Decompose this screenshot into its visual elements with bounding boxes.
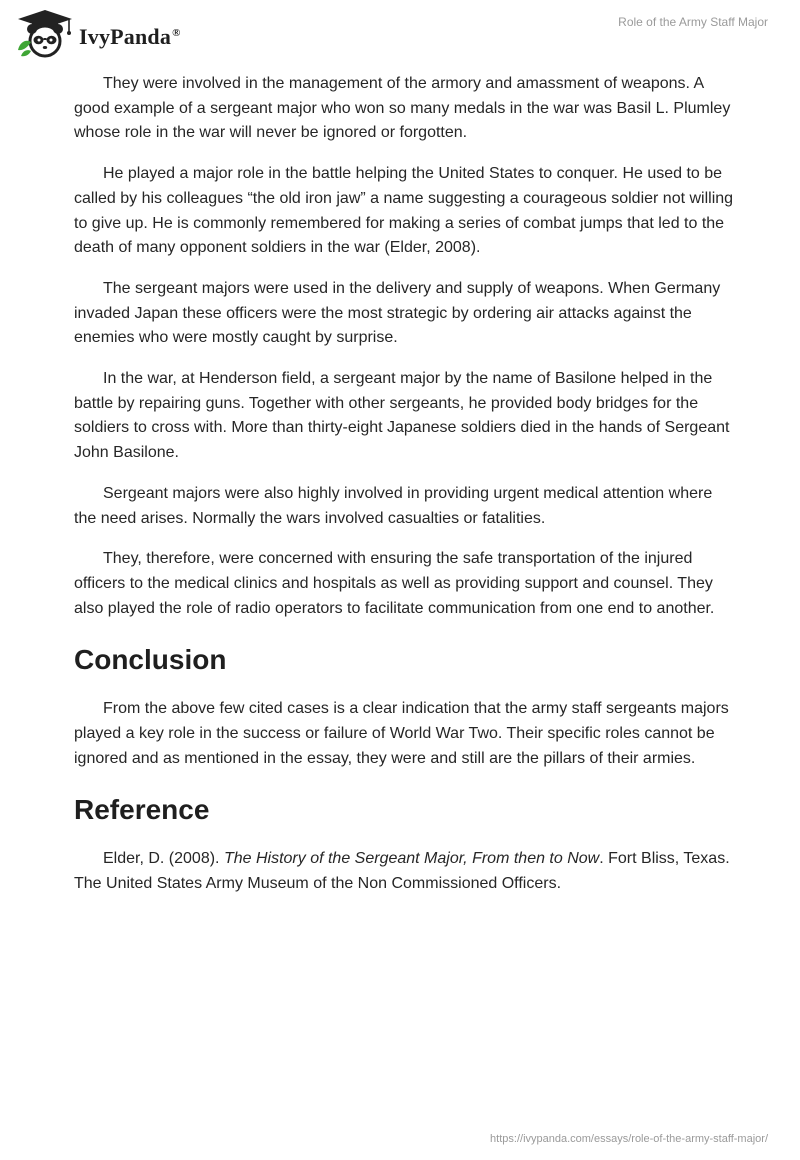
reference-heading: Reference bbox=[74, 794, 210, 826]
conclusion-paragraph: From the above few cited cases is a clear indication that the army staff sergeants majors played a key role in the success or failure of World War Two. Their specific roles cannot be ignored and as mentioned in the essay, they were and still are the pillars of their armies. bbox=[74, 700, 729, 767]
essay-body bbox=[74, 72, 734, 913]
paragraph: They were involved in the management of the armory and amassment of weapons. A good example of a sergeant major who won so many medals in the war was Basil L. Plumley whose role in the war will never be ignored or forgotten. bbox=[74, 75, 731, 142]
conclusion-heading: Conclusion bbox=[74, 644, 227, 676]
paragraph: Sergeant majors were also highly involved in providing urgent medical attention where the need arises. Normally the wars involved casualties or fatalities. bbox=[74, 484, 713, 527]
reference-title: The History of the Sergeant Major, From then to Now bbox=[223, 850, 600, 868]
running-title: Role of the Army Staff Major bbox=[618, 15, 768, 29]
brand-name bbox=[79, 24, 181, 50]
source-url-link[interactable]: https://ivypanda.com/essays/role-of-the-army-staff-major/ bbox=[490, 1133, 768, 1145]
reference-author: Elder, D. (2008). bbox=[103, 850, 224, 868]
paragraph: In the war, at Henderson field, a sergeant major by the name of Basilone helped in the battle by repairing guns. Together with other sergeants, he provided body bridges for the soldiers to cross with. More than thirty-eight Japanese soldiers died in the hands of Sergeant John Basilone. bbox=[74, 370, 730, 462]
paragraph: They, therefore, were concerned with ensuring the safe transportation of the injured officers to the medical clinics and hospitals as well as providing support and counsel. They also played the role of radio operators to facilitate communication from one end to another. bbox=[74, 550, 715, 617]
paragraph: He played a major role in the battle helping the United States to conquer. He used to be called by his colleagues “the old iron jaw” a name suggesting a courageous soldier not willing to give up. He is commonly remembered for making a series of combat jumps that led to the death of many opponent soldiers in the war (Elder, 2008). bbox=[74, 165, 734, 257]
registered-mark: ® bbox=[172, 26, 181, 39]
ivypanda-logo[interactable] bbox=[14, 8, 181, 60]
brand-label: IvyPanda bbox=[79, 24, 172, 49]
panda-graduate-logo-icon bbox=[14, 8, 76, 60]
reference-publisher: . Fort Bliss, Texas. The United States Army Museum of the Non Commissioned Officers. bbox=[74, 850, 730, 893]
paragraph: The sergeant majors were used in the delivery and supply of weapons. When Germany invaded Japan these officers were the most strategic by ordering air attacks against the enemies who were mostly caught by surprise. bbox=[74, 279, 721, 347]
reference-entry bbox=[74, 847, 734, 896]
